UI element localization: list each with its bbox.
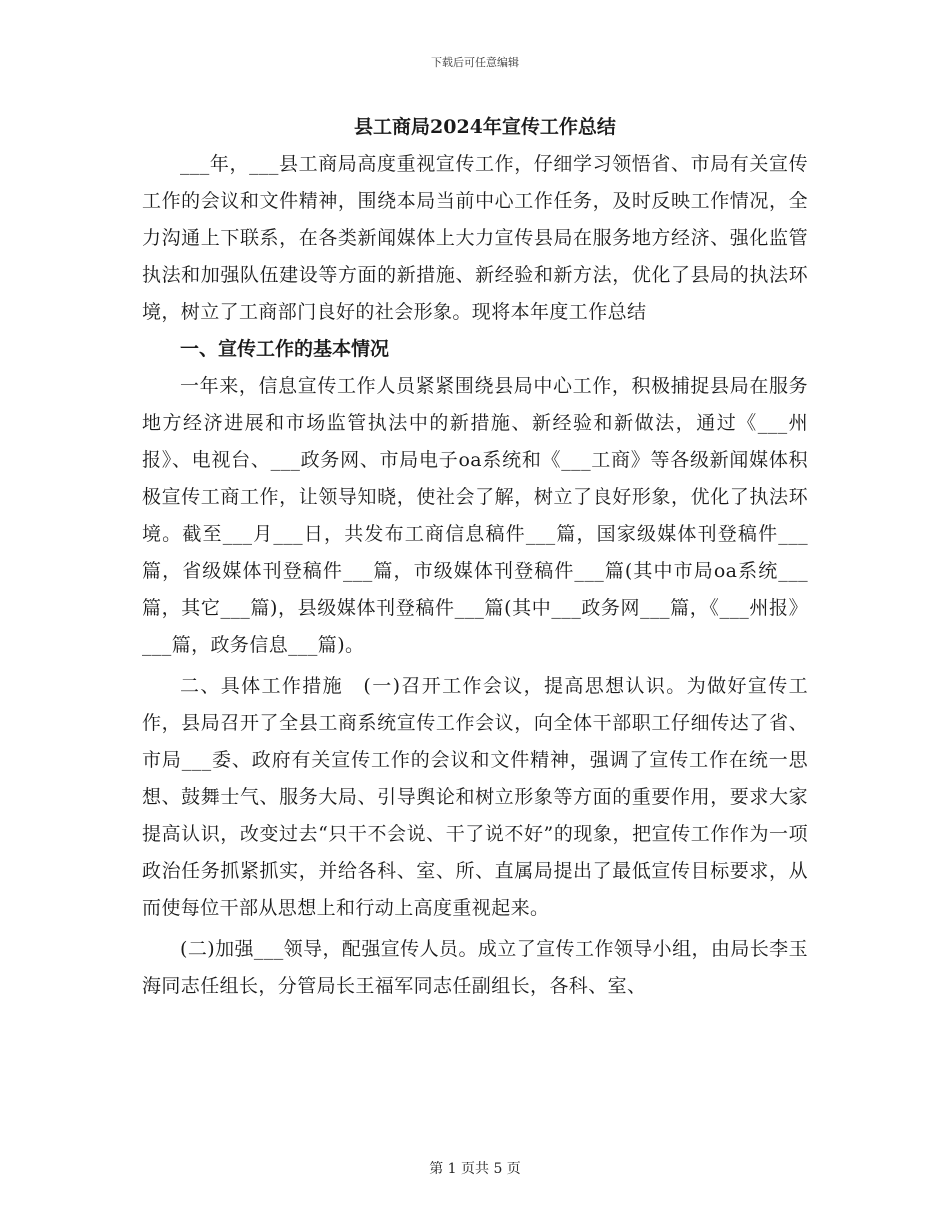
paragraph-work-measures: 二、具体工作措施 (一)召开工作会议，提高思想认识。为做好宣传工作，县局召开了全县工商系统宣传工作会议，向全体干部职工仔细传达了省、市局___委、政府有关宣传工作的会议和文件精神，强调了宣传工作在统一思想、鼓舞士气、服务大局、引导舆论和树立形象等方面的重要作用，要求大家提高认识，改变过去“只干不会说、干了说不好”的现象，把宣传工作作为一项政治任务抓紧抓实，并给各科、室、所、直属局提出了最低宣传目标要求，从而使每位干部从思想上和行动上高度重视起来。 — [142, 675, 808, 919]
intro-paragraph: ___年，___县工商局高度重视宣传工作，仔细学习领悟省、市局有关宣传工作的会议和文件精神，围绕本局当前中心工作任务，及时反映工作情况，全力沟通上下联系，在各类新闻媒体上大力宣传县局在服务地方经济、强化监管执法和加强队伍建设等方面的新措施、新经验和新方法，优化了县局的执法环境，树立了工商部门良好的社会形象。现将本年度工作总结 — [142, 153, 808, 323]
page-number: 第 1 页共 5 页 — [429, 1161, 521, 1177]
section-heading: 一、宣传工作的基本情况 — [180, 338, 390, 360]
document-title: 县工商局2024年宣传工作总结 — [354, 116, 616, 138]
paragraph-basic-situation: 一年来，信息宣传工作人员紧紧围绕县局中心工作，积极捕捉县局在服务地方经济进展和市场监管执法中的新措施、新经验和新做法，通过《___州报》、电视台、___政务网、市局电子oa系统和《___工商》等各级新闻媒体积极宣传工商工作，让领导知晓，使社会了解，树立了良好形象，优化了执法环境。截至___月___日，共发布工商信息稿件___篇，国家级媒体刊登稿件___篇，省级媒体刊登稿件___篇，市级媒体刊登稿件___篇(其中市局oa系统___篇，其它___篇)，县级媒体刊登稿件___篇(其中___政务网___篇，《___州报》___篇，政务信息___篇)。 — [142, 375, 808, 656]
document-body — [142, 112, 808, 1005]
paragraph-leadership: (二)加强___领导，配强宣传人员。成立了宣传工作领导小组，由局长李玉海同志任组长，分管局长王福军同志任副组长，各科、室、 — [142, 938, 808, 997]
page-header: 下载后可任意编辑 — [431, 56, 519, 69]
